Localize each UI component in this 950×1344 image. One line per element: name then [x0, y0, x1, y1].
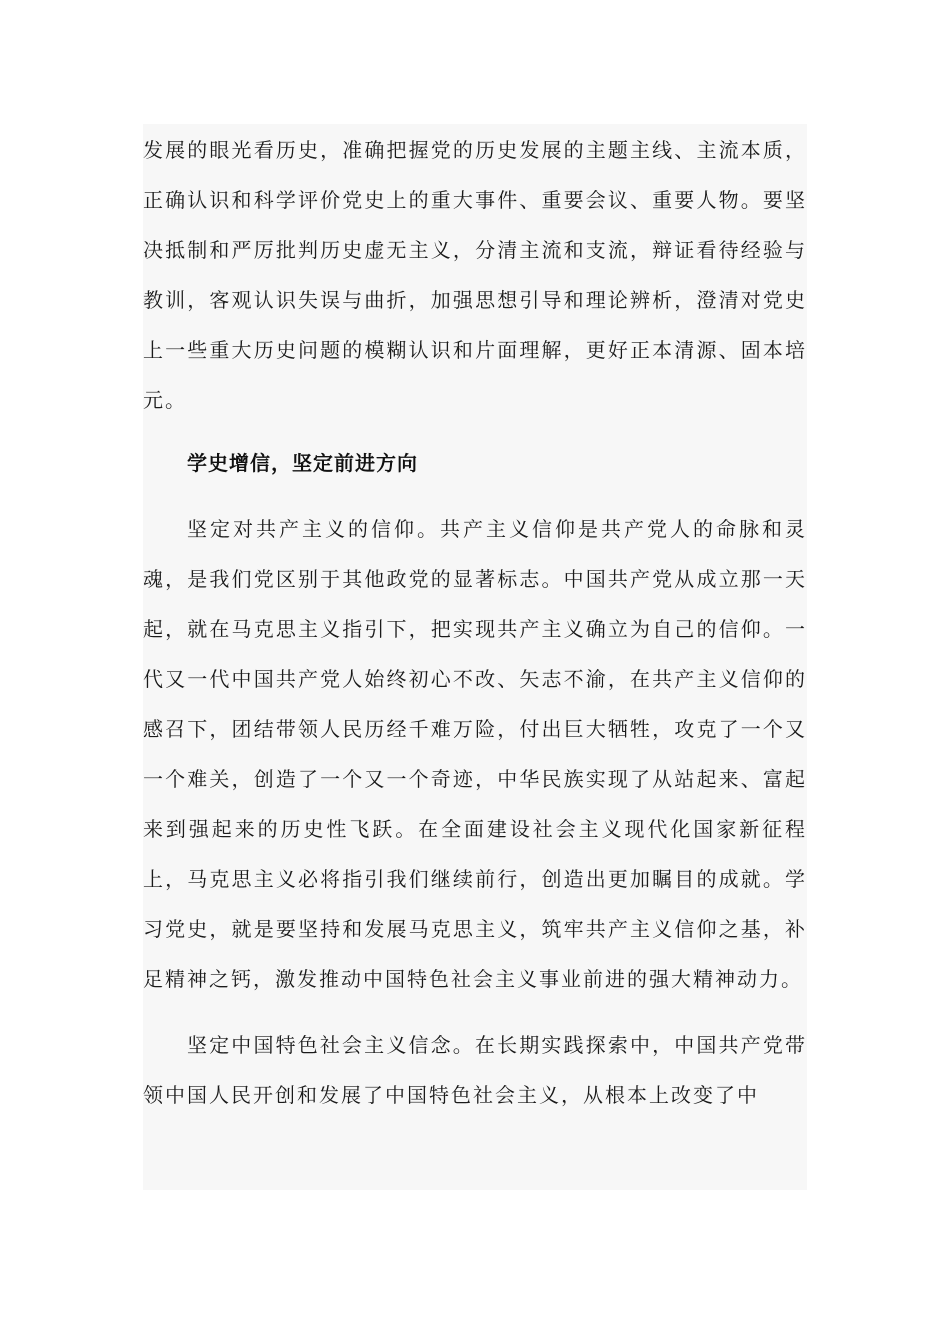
section-heading: 学史增信，坚定前进方向 — [187, 451, 418, 475]
paragraph-communist-faith: 坚定对共产主义的信仰。共产主义信仰是共产党人的命脉和灵魂，是我们党区别于其他政党的显著标志。中国共产党从成立那一天起，就在马克思主义指引下，把实现共产主义确立为自己的信仰。一代又一代中国共产党人始终初心不改、矢志不渝，在共产主义信仰的感召下，团结带领人民历经千难万险，付出巨大牺牲，攻克了一个又一个难关，创造了一个又一个奇迹，中华民族实现了从站起来、富起来到强起来的历史性飞跃。在全面建设社会主义现代化国家新征程上，马克思主义必将指引我们继续前行，创造出更加瞩目的成就。学习党史，就是要坚持和发展马克思主义，筑牢共产主义信仰之基，补足精神之钙，激发推动中国特色社会主义事业前进的强大精神动力。 — [143, 517, 807, 991]
paragraph-socialism-belief: 坚定中国特色社会主义信念。在长期实践探索中，中国共产党带领中国人民开创和发展了中国特色社会主义，从根本上改变了中 — [143, 1033, 807, 1107]
document-body — [143, 124, 807, 1190]
paragraph-continuation: 发展的眼光看历史，准确把握党的历史发展的主题主线、主流本质，正确认识和科学评价党史上的重大事件、重要会议、重要人物。要坚决抵制和严厉批判历史虚无主义，分清主流和支流，辩证看待经验与教训，客观认识失误与曲折，加强思想引导和理论辨析，澄清对党史上一些重大历史问题的模糊认识和片面理解，更好正本清源、固本培元。 — [143, 138, 807, 412]
paragraph-spacer — [143, 1004, 807, 1020]
